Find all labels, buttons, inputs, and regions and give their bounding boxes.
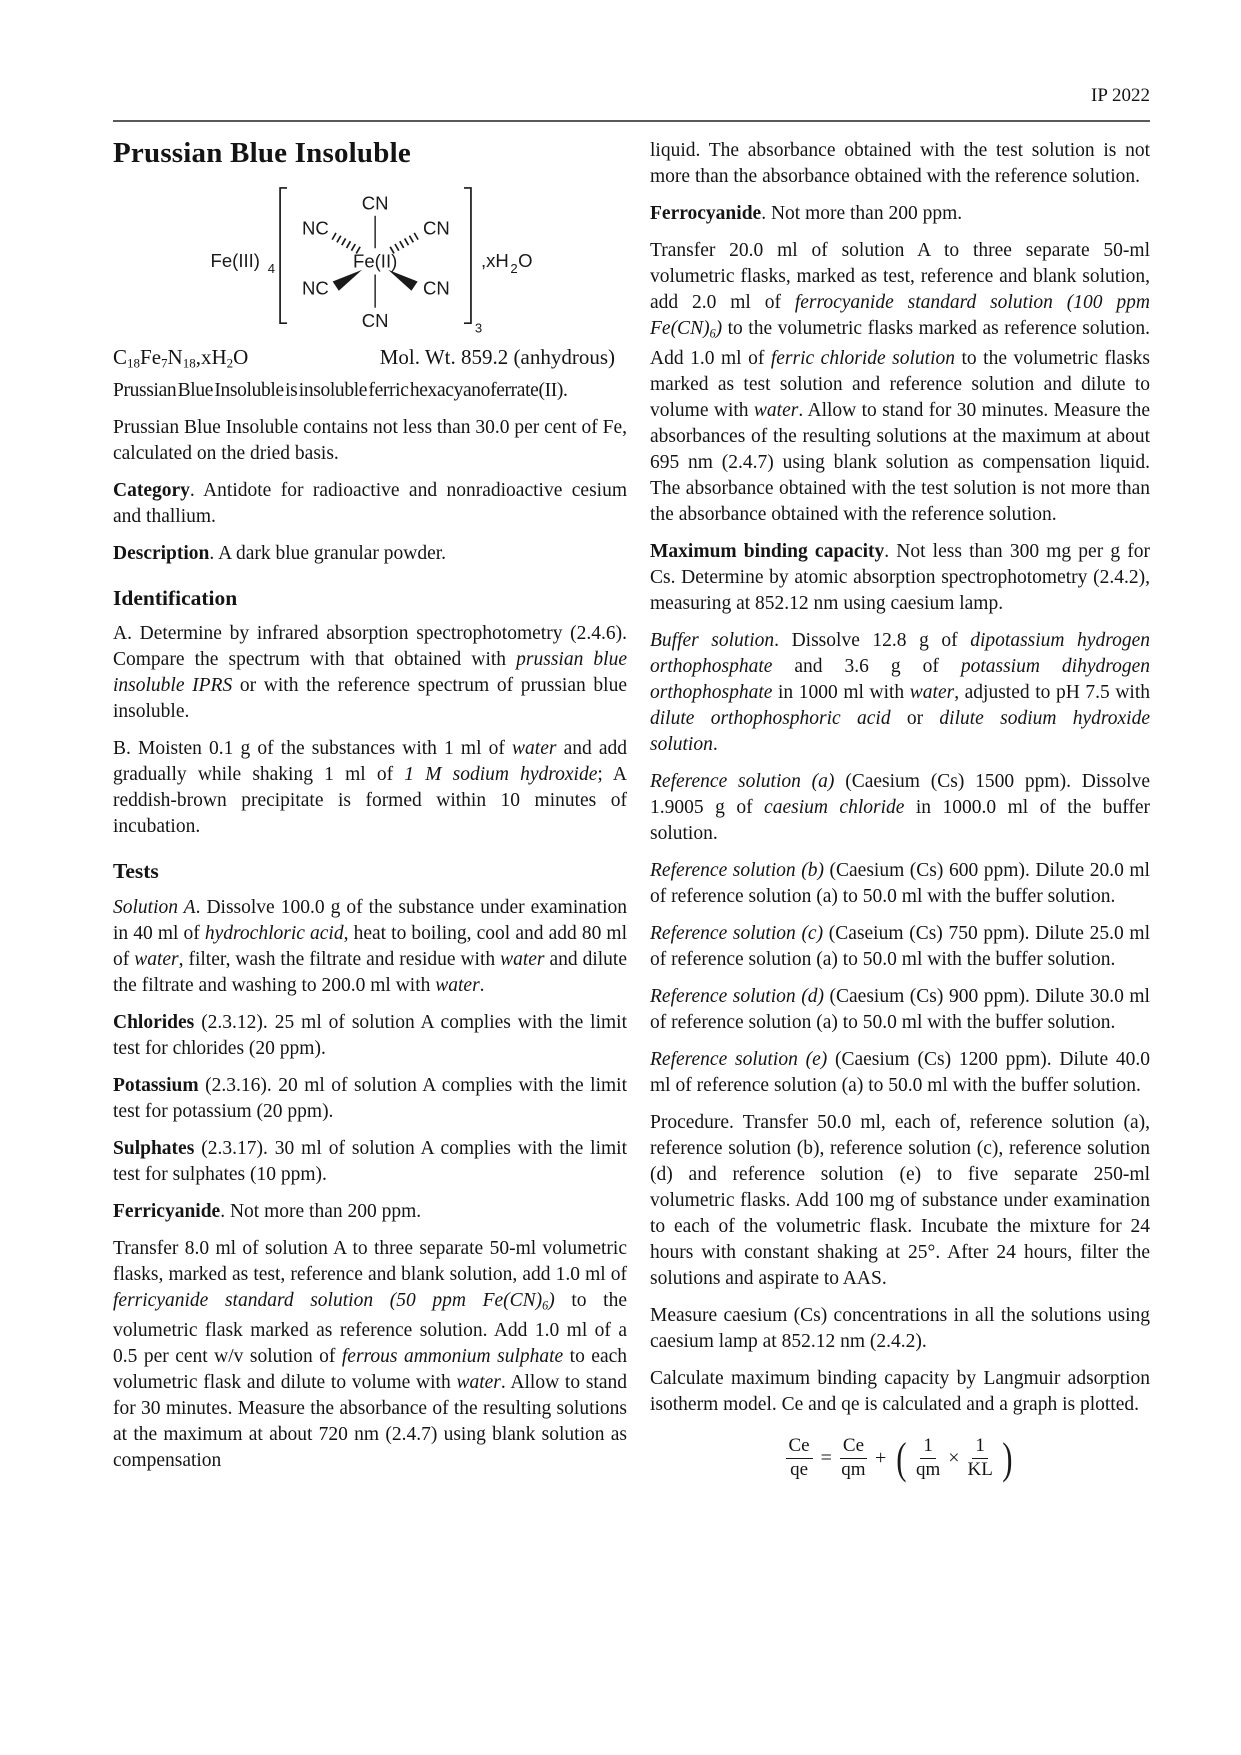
section-heading: Tests	[113, 859, 159, 884]
text-run: water	[512, 738, 557, 760]
fraction-denominator: qm	[915, 1458, 941, 1480]
bracket-subscript: 3	[474, 320, 483, 335]
text-run: Transfer 8.0 ml of solution A to three separate 50-ml volumetric flasks, marked as test, reference and blank solution, add 1.0 ml of	[113, 1237, 627, 1285]
text-run: B. Moisten 0.1 g of the substances with 1 ml of	[113, 738, 513, 760]
text-run: Reference solution (a)	[650, 771, 835, 793]
hydrate-prefix: ,xH	[481, 249, 509, 271]
text-run: potassium dihydrogen orthophosphate	[650, 656, 1150, 704]
text-run: . Not more than 200 ppm.	[220, 1200, 422, 1222]
text-run: dilute sodium hydroxide solution	[650, 708, 1150, 756]
paragraph	[113, 621, 627, 725]
paragraph	[650, 1303, 1150, 1355]
text-run: Fe	[140, 344, 162, 369]
text-run: Procedure. Transfer 50.0 ml, each of, reference solution (a), reference solution (b), reference solution (c), reference solution (d) and reference solution (e) to five separate 250-ml volumetric flasks. Add 100 mg of substance under examination to each of the volumetric flask. Incubate the mixture for 24 hours with constant shaking at 25°. After 24 hours, filter the solutions and aspirate to AAS.	[650, 1112, 1150, 1290]
fraction-1-kl	[968, 1436, 993, 1480]
fraction-numerator: Ce	[840, 1436, 867, 1459]
text-run: (Caesium (Cs) 900 ppm). Dilute 30.0 ml of reference solution (a) to 50.0 ml with the buffer solution.	[650, 986, 1150, 1034]
fe3-label: Fe(III)	[210, 249, 260, 271]
nc-ligand-upper-left: NC	[302, 217, 329, 239]
fraction-numerator: 1	[920, 1436, 936, 1459]
text-run: (Caesium (Cs) 1500 ppm). Dissolve 1.9005 g of	[650, 771, 1150, 819]
paragraph	[650, 1110, 1150, 1292]
text-run: to the volumetric flasks marked as reference solution. Add 1.0 ml of	[650, 318, 1150, 370]
page-header	[113, 86, 1150, 106]
paragraph	[113, 1010, 627, 1062]
header-rule	[113, 120, 1150, 122]
text-run: 2	[226, 355, 234, 371]
text-run: )	[715, 318, 723, 339]
text-run: (Caesium (Cs) 600 ppm). Dilute 20.0 ml of reference solution (a) to 50.0 ml with the buffer solution.	[650, 860, 1150, 908]
fraction-denominator: qe	[790, 1458, 809, 1480]
paragraph	[650, 984, 1150, 1036]
text-run: Calculate maximum binding capacity by Langmuir adsorption isotherm model. Ce and qe is calculated and a graph is plotted.	[650, 1368, 1150, 1416]
text-run: , heat to boiling, cool and add 80 ml of	[113, 922, 628, 970]
paragraph	[650, 1366, 1150, 1418]
paragraph	[650, 539, 1150, 617]
text-run: A. Determine by infrared absorption spectrophotometry (2.4.6). Compare the spectrum with that obtained with	[113, 623, 627, 671]
text-run: Measure caesium (Cs) concentrations in all the solutions using caesium lamp at 852.12 nm (2.4.2).	[650, 1305, 1150, 1353]
hashed-wedge-upper-left	[333, 236, 359, 251]
paragraph	[113, 541, 627, 567]
text-run: . Dissolve 12.8 g of	[774, 630, 971, 652]
fraction-1-qm	[916, 1436, 940, 1480]
paragraph	[113, 378, 627, 404]
paragraph	[113, 1136, 627, 1188]
cn-ligand-bottom: CN	[361, 309, 389, 331]
text-run: water	[435, 974, 480, 996]
text-run: water	[753, 400, 799, 422]
text-run: water	[500, 948, 545, 970]
text-run: . Not more than 200 ppm.	[761, 203, 963, 224]
times-sign: ×	[948, 1446, 960, 1469]
text-run: Transfer 20.0 ml of solution A to three separate 50-ml volumetric flasks, marked as test, reference and blank solution, add 2.0 ml of	[650, 240, 1150, 313]
paragraph	[650, 201, 1150, 227]
plus-sign: +	[875, 1446, 887, 1469]
text-run: (Caseium (Cs) 750 ppm). Dilute 25.0 ml of reference solution (a) to 50.0 ml with the buffer solution.	[650, 923, 1150, 971]
cn-ligand-lower-right: CN	[423, 277, 450, 299]
text-run: and dilute the filtrate and washing to 200.0 ml with	[113, 948, 627, 996]
text-run: hydrochloric acid	[204, 922, 344, 944]
fe3-subscript: 4	[267, 260, 276, 276]
fraction-numerator: Ce	[786, 1436, 813, 1459]
paragraph	[113, 1199, 627, 1225]
text-run: ferrous ammonium sulphate	[341, 1346, 564, 1368]
text-run: )	[548, 1289, 555, 1311]
hydrate-suffix: O	[518, 249, 533, 271]
text-run: ferrocyanide standard solution (100 ppm Fe(CN)	[650, 292, 1150, 339]
text-run: ,xH	[195, 344, 227, 369]
chemical-structure	[209, 180, 627, 335]
text-run: Category	[113, 479, 190, 501]
section-heading: Identification	[113, 585, 238, 610]
text-run: dilute orthophosphoric acid	[650, 708, 891, 730]
paragraph	[650, 628, 1150, 758]
left-column	[113, 138, 627, 1485]
text-run: .	[712, 734, 718, 756]
fe2-center-label: Fe(II)	[353, 250, 398, 272]
paragraph	[113, 895, 627, 999]
paragraph	[650, 138, 1150, 190]
text-run: C	[113, 344, 128, 369]
right-parenthesis: )	[1002, 1433, 1013, 1483]
text-run: Reference solution (c)	[650, 923, 824, 945]
text-run: Ferricyanide	[113, 1200, 221, 1222]
text-run: 6	[542, 1298, 549, 1313]
text-run: water	[909, 682, 955, 704]
paragraph	[650, 769, 1150, 847]
text-run: to the volumetric flask marked as reference solution. Add 1.0 ml of a 0.5 per cent w/v solution of	[113, 1289, 627, 1368]
fraction-ce-qe	[786, 1436, 813, 1480]
left-column-blocks	[113, 378, 627, 1475]
text-run: Sulphates	[113, 1137, 195, 1159]
solid-wedge-lower-right	[388, 270, 417, 291]
paragraph	[650, 1047, 1150, 1099]
structure-diagram	[209, 180, 549, 335]
molecular-weight: Mol. Wt. 859.2 (anhydrous)	[379, 344, 615, 369]
text-run: liquid. The absorbance obtained with the test solution is not more than the absorbance obtained with the reference solution.	[650, 140, 1150, 187]
text-run: (Caesium (Cs) 1200 ppm). Dilute 40.0 ml of reference solution (a) to 50.0 ml with the buffer solution.	[650, 1049, 1150, 1097]
text-run: ; A reddish-brown precipitate is formed within 10 minutes of incubation.	[113, 764, 627, 838]
text-run: Reference solution (d)	[650, 986, 824, 1008]
cn-ligand-top: CN	[361, 192, 389, 214]
text-run: dipotassium hydrogen orthophosphate	[650, 630, 1150, 678]
fraction-ce-qm	[840, 1436, 867, 1480]
right-column	[650, 138, 1151, 1483]
text-run: 6	[709, 326, 716, 341]
fraction-numerator: 1	[972, 1436, 988, 1459]
text-run: and add gradually while shaking 1 ml of	[113, 738, 627, 786]
paragraph	[650, 238, 1150, 528]
text-run: Prussian Blue Insoluble contains not less than 30.0 per cent of Fe, calculated on the dried basis.	[113, 416, 627, 464]
paragraph	[113, 1236, 627, 1474]
paragraph	[113, 736, 627, 840]
solid-wedge-lower-left	[333, 270, 362, 291]
text-run: 1 M sodium hydroxide	[404, 764, 598, 786]
text-run: or	[890, 708, 940, 730]
formula-line	[113, 345, 627, 372]
text-run: and 3.6 g of	[772, 656, 961, 678]
text-run: (2.3.16). 20 ml of solution A complies with the limit test for potassium (20 ppm).	[113, 1074, 627, 1122]
paragraph	[113, 478, 627, 530]
text-run: . Antidote for radioactive and nonradioactive cesium and thallium.	[113, 479, 627, 527]
text-run: Buffer solution	[650, 630, 775, 652]
text-run: . Not less than 300 mg per g for Cs. Determine by atomic absorption spectrophotometry (2.4.2), measuring at 852.12 nm using caesium lamp.	[650, 541, 1150, 615]
paragraph	[650, 921, 1150, 973]
text-run: water	[456, 1372, 501, 1394]
langmuir-equation	[650, 1433, 1150, 1483]
text-run: Ferrocyanide	[650, 203, 762, 224]
cn-ligand-upper-right: CN	[423, 217, 450, 239]
text-run: ferric chloride solution	[770, 348, 955, 370]
paragraph	[113, 415, 627, 467]
nc-ligand-lower-left: NC	[302, 277, 329, 299]
text-run: Reference solution (b)	[650, 860, 824, 882]
text-run: Solution A	[113, 896, 196, 918]
text-run: .	[479, 974, 485, 996]
text-run: Potassium	[113, 1074, 199, 1096]
text-run: water	[134, 948, 179, 970]
text-run: Chlorides	[113, 1011, 195, 1033]
text-run: caesium chloride	[764, 797, 905, 819]
text-run: ferricyanide standard solution (50 ppm Fe(CN)	[113, 1289, 543, 1311]
text-run: Prussian Blue Insoluble is insoluble ferric hexacyanoferrate(II).	[113, 379, 568, 401]
text-run: Maximum binding capacity	[650, 541, 885, 563]
fraction-denominator: qm	[841, 1458, 866, 1480]
text-run: in 1000.0 ml of the buffer solution.	[650, 797, 1150, 845]
left-bracket	[280, 188, 287, 323]
hydrate-subscript: 2	[510, 260, 518, 276]
hashed-wedge-upper-right	[391, 236, 417, 251]
right-bracket	[464, 188, 471, 323]
text-run: . Dissolve 100.0 g of the substance under examination in 40 ml of	[113, 896, 628, 944]
text-run: or with the reference spectrum of prussian blue insoluble.	[113, 675, 627, 723]
two-column-layout	[113, 138, 1150, 1485]
text-run: to the volumetric flasks marked as test solution and reference solution and dilute to volume with	[650, 348, 1150, 422]
text-run: . Allow to stand for 30 minutes. Measure the absorbances of the resulting solutions at the maximum at about 695 nm (2.4.7) using blank solution as compensation liquid. The absorbance obtained with the test solution is not more than the absorbance obtained with the reference solution.	[650, 400, 1150, 526]
text-run: , filter, wash the filtrate and residue with	[178, 948, 501, 970]
text-run: Reference solution (e)	[650, 1049, 828, 1071]
edition-label: IP 2022	[1091, 85, 1150, 106]
molecular-formula	[113, 345, 248, 372]
left-parenthesis: (	[896, 1433, 907, 1483]
text-run: 18	[182, 355, 196, 371]
fraction-denominator: KL	[967, 1458, 993, 1480]
text-run: . A dark blue granular powder.	[209, 542, 447, 564]
text-run: . Allow to stand for 30 minutes. Measure the absorbance of the resulting solutions at the maximum at about 720 nm (2.4.7) using blank solution as compensation	[113, 1372, 627, 1472]
text-run: , adjusted to pH 7.5 with	[954, 682, 1151, 704]
text-run: (2.3.12). 25 ml of solution A complies with the limit test for chlorides (20 ppm).	[113, 1011, 627, 1059]
monograph-title: Prussian Blue Insoluble	[113, 137, 411, 169]
text-run: Description	[113, 542, 210, 564]
text-run: 18	[127, 355, 141, 371]
right-column-blocks	[650, 138, 1150, 1418]
text-run: 7	[161, 355, 168, 371]
paragraph	[650, 858, 1150, 910]
text-run: O	[233, 344, 249, 369]
equals-sign: =	[820, 1446, 832, 1469]
paragraph	[113, 1073, 627, 1125]
text-run: to each volumetric flask and dilute to volume with	[113, 1346, 628, 1394]
text-run: (2.3.17). 30 ml of solution A complies with the limit test for sulphates (10 ppm).	[113, 1137, 627, 1185]
text-run: prussian blue insoluble IPRS	[113, 649, 628, 697]
text-run: in 1000 ml with	[772, 682, 910, 704]
text-run: N	[167, 344, 183, 369]
